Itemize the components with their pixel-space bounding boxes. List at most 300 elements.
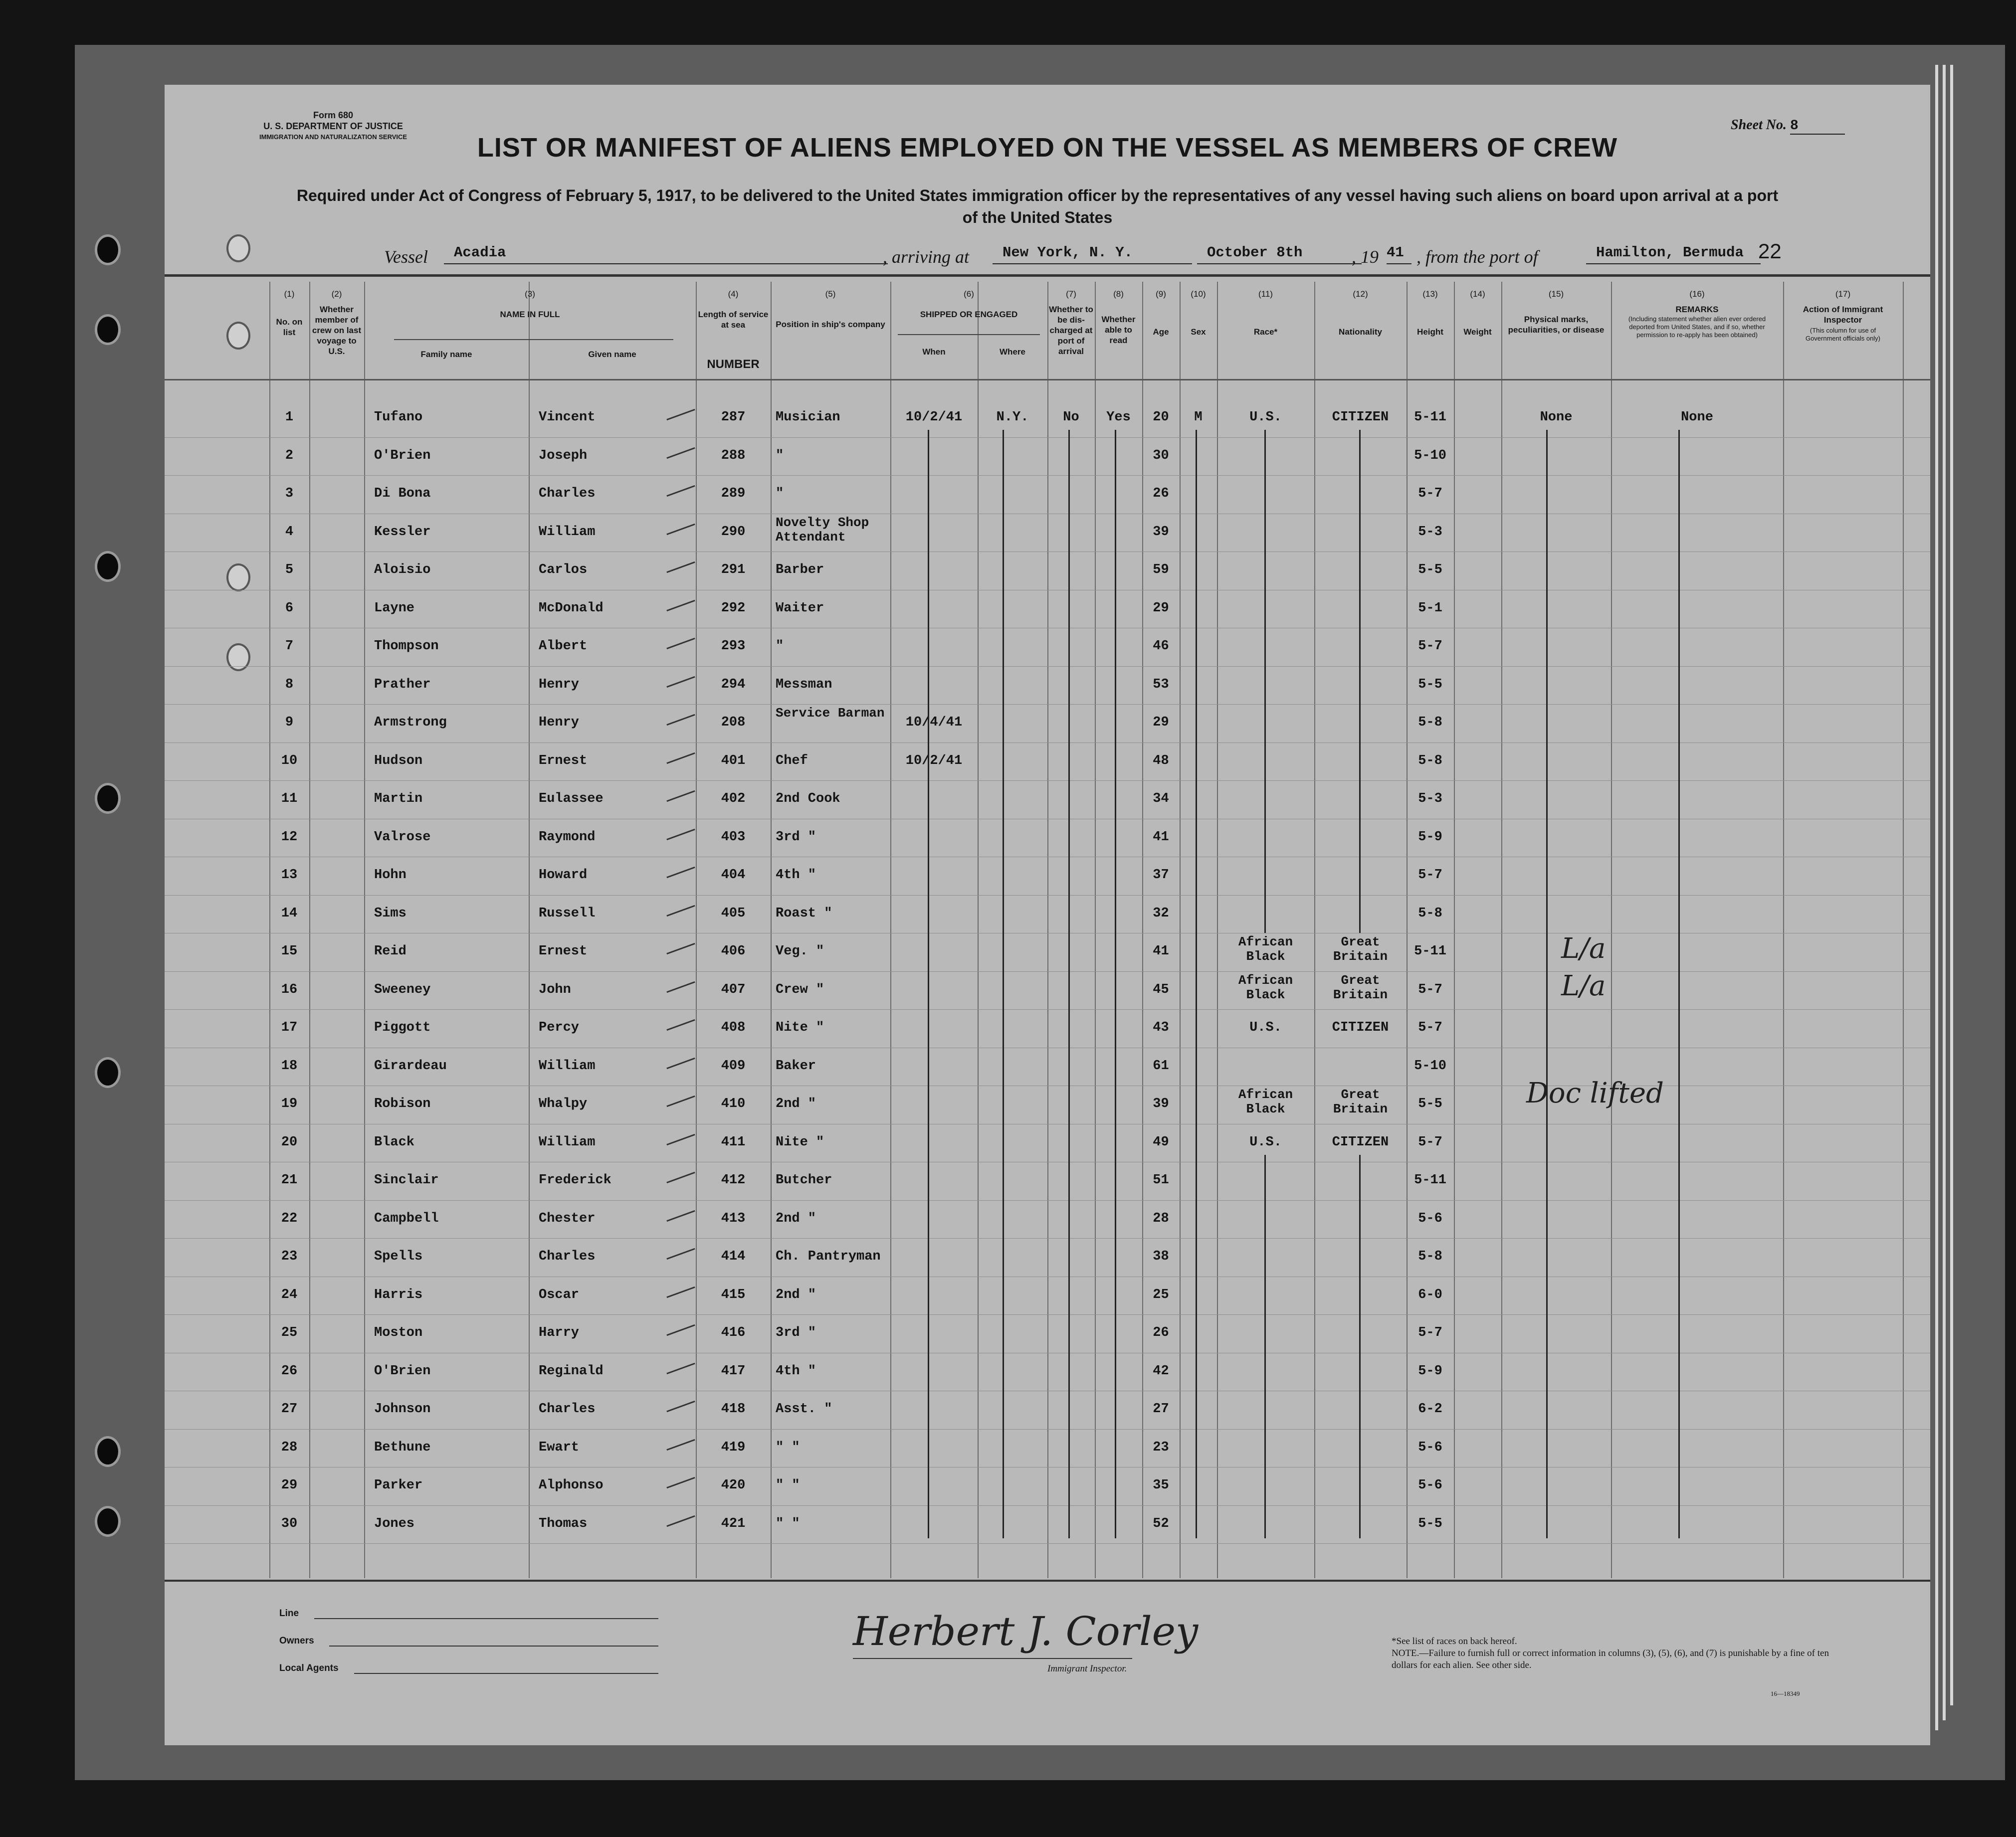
cell-position: Musician [776, 410, 840, 425]
header-sex: Sex [1191, 327, 1206, 337]
cell-given: Ernest [539, 944, 588, 959]
cell-position: Baker [776, 1058, 816, 1074]
ditto-line [1115, 430, 1116, 1538]
column-rule [529, 282, 530, 1578]
cell-nationality: CITIZEN [1332, 410, 1389, 425]
form-number: Form 680 [313, 110, 354, 120]
cell-no: 28 [281, 1440, 298, 1455]
cell-number: 419 [721, 1440, 746, 1455]
cell-position: Crew " [776, 982, 824, 997]
row-rule [165, 1543, 1930, 1544]
signature-line [853, 1658, 1132, 1659]
cell-given: Charles [539, 1402, 596, 1417]
cell-given: Vincent [539, 410, 596, 425]
cell-family: Kessler [374, 524, 431, 540]
cell-nationality: CITIZEN [1332, 1020, 1389, 1035]
column-number: (9) [1156, 289, 1166, 299]
cell-number: 208 [721, 715, 746, 730]
cell-family: Harris [374, 1287, 423, 1302]
cell-given: Charles [539, 1249, 596, 1264]
column-rule [1903, 282, 1904, 1578]
header-able-to-read: Whether able to read [1101, 315, 1136, 345]
cell-race: U.S. [1249, 410, 1282, 425]
column-number: (4) [728, 289, 739, 299]
cell-height: 5-6 [1418, 1211, 1442, 1226]
cell-given: Henry [539, 677, 580, 692]
cell-position: " [776, 486, 784, 501]
cell-given: McDonald [539, 600, 604, 616]
header-given-name: Given name [588, 350, 636, 359]
header-physical-marks: Physical marks, peculiarities, or disease [1508, 315, 1605, 335]
cell-height: 5-5 [1418, 677, 1442, 692]
ditto-line [1359, 430, 1361, 933]
cell-position: 3rd " [776, 829, 816, 845]
cell-no: 4 [285, 524, 294, 540]
cell-height: 5-7 [1418, 868, 1442, 883]
punch-hole [226, 643, 250, 671]
header-action: Action of Immigrant Inspector [1803, 305, 1883, 325]
cell-position: Roast " [776, 906, 832, 921]
binder-hole [95, 1506, 121, 1537]
cell-when: 10/2/41 [905, 753, 963, 768]
race-note: *See list of races on back hereof. [1392, 1636, 1517, 1647]
cell-height: 5-10 [1414, 1058, 1446, 1074]
cell-height: 5-7 [1418, 1325, 1442, 1340]
cell-family: Campbell [374, 1211, 439, 1226]
cell-number: 287 [721, 410, 746, 425]
cell-age: 51 [1153, 1173, 1169, 1188]
ditto-line [1678, 430, 1680, 1538]
cell-number: 405 [721, 906, 746, 921]
cell-number: 415 [721, 1287, 746, 1302]
header-action-note: (This column for use of Government officials only) [1805, 327, 1881, 342]
cell-height: 5-6 [1418, 1440, 1442, 1455]
cell-number: 407 [721, 982, 746, 997]
cell-number: 417 [721, 1363, 746, 1379]
cell-position: Nite " [776, 1020, 824, 1035]
cell-nationality: CITIZEN [1332, 1134, 1389, 1150]
cell-family: Sims [374, 906, 406, 921]
header-when: When [922, 347, 946, 357]
cell-height: 5-3 [1418, 524, 1442, 540]
cell-age: 59 [1153, 562, 1169, 577]
ditto-line [1003, 430, 1004, 1538]
header-last-voyage: Whether member of crew on last voyage to U.S. [312, 305, 362, 356]
cell-number: 293 [721, 639, 746, 654]
cell-number: 294 [721, 677, 746, 692]
owners-field [329, 1646, 658, 1647]
column-number: (15) [1548, 289, 1564, 299]
cell-age: 23 [1153, 1440, 1169, 1455]
cell-position: " " [776, 1440, 800, 1455]
arrival-date: October 8th [1197, 244, 1362, 264]
cell-no: 2 [285, 448, 294, 463]
column-rule [890, 282, 891, 1578]
row-rule [165, 895, 1930, 896]
cell-height: 5-11 [1414, 1173, 1446, 1188]
cell-family: Thompson [374, 639, 439, 654]
cell-no: 24 [281, 1287, 298, 1302]
cell-family: Piggott [374, 1020, 431, 1035]
cell-position: Service Barman [776, 706, 885, 721]
cell-height: 5-9 [1418, 829, 1442, 845]
cell-age: 34 [1153, 791, 1169, 806]
cell-race: African Black [1238, 934, 1293, 964]
cell-family: Johnson [374, 1402, 431, 1417]
cell-age: 28 [1153, 1211, 1169, 1226]
cell-height: 5-7 [1418, 486, 1442, 501]
cell-age: 41 [1153, 944, 1169, 959]
cell-age: 39 [1153, 1097, 1169, 1111]
cell-height: 5-1 [1418, 600, 1442, 616]
year-prefix: , 19 [1352, 247, 1379, 267]
cell-age: 29 [1153, 600, 1169, 616]
agents-field [354, 1673, 658, 1674]
cell-height: 6-0 [1418, 1287, 1442, 1302]
punch-hole [226, 322, 250, 350]
cell-no: 10 [281, 753, 298, 768]
column-rule [771, 282, 772, 1578]
cell-family: Girardeau [374, 1058, 447, 1074]
cell-no: 26 [281, 1363, 298, 1379]
cell-family: Spells [374, 1249, 423, 1264]
cell-height: 5-11 [1414, 410, 1446, 425]
column-number: (17) [1835, 289, 1851, 299]
column-number: (1) [284, 289, 295, 299]
header-discharged: Whether to be dis-charged at port of arrival [1049, 305, 1093, 356]
column-rule [1407, 282, 1408, 1578]
column-rule [1611, 282, 1612, 1578]
cell-height: 5-5 [1418, 562, 1442, 577]
ditto-line [1264, 1155, 1266, 1539]
cell-position: Ch. Pantryman [776, 1249, 881, 1264]
cell-family: Hohn [374, 868, 406, 883]
cell-age: 27 [1153, 1402, 1169, 1417]
column-rule [1047, 282, 1048, 1578]
cell-height: 6-2 [1418, 1402, 1442, 1417]
cell-age: 30 [1153, 448, 1169, 463]
cell-race: U.S. [1249, 1134, 1282, 1150]
cell-number: 289 [721, 486, 746, 501]
cell-given: Raymond [539, 829, 596, 845]
cell-age: 32 [1153, 906, 1169, 921]
header-age: Age [1153, 327, 1169, 337]
vessel-name: Acadia [444, 244, 888, 264]
cell-age: 37 [1153, 868, 1169, 883]
cell-no: 14 [281, 906, 298, 921]
owners-label: Owners [279, 1636, 314, 1646]
header-race: Race* [1253, 327, 1278, 337]
arriving-label: , arriving at [883, 247, 970, 267]
cell-position: 3rd " [776, 1325, 816, 1340]
cell-no: 27 [281, 1402, 298, 1417]
voyage-line [165, 239, 1930, 269]
cell-height: 5-5 [1418, 1097, 1442, 1111]
cell-no: 29 [281, 1478, 298, 1493]
cell-age: 48 [1153, 753, 1169, 768]
department-name: U. S. DEPARTMENT OF JUSTICE [263, 121, 403, 131]
ditto-line [1546, 430, 1548, 1538]
row-rule [165, 1314, 1930, 1315]
row-rule [165, 1467, 1930, 1468]
header-nationality: Nationality [1339, 327, 1382, 337]
page-number: 22 [1758, 239, 1782, 263]
header-position: Position in ship's company [776, 320, 885, 329]
cell-number: 409 [721, 1058, 746, 1074]
cell-given: Chester [539, 1211, 596, 1226]
row-rule [165, 1505, 1930, 1506]
cell-family: Hudson [374, 753, 423, 768]
footer-rule [165, 1580, 1930, 1582]
header-family-name: Family name [420, 350, 472, 359]
cell-age: 52 [1153, 1516, 1169, 1531]
cell-height: 5-8 [1418, 753, 1442, 768]
cell-position: 2nd " [776, 1097, 816, 1111]
cell-family: Bethune [374, 1440, 431, 1455]
cell-no: 23 [281, 1249, 298, 1264]
header-rule [165, 274, 1930, 277]
cell-family: Parker [374, 1478, 423, 1493]
column-number: (3) [525, 289, 535, 299]
print-code: 16—18349 [1771, 1690, 1800, 1697]
cell-given: Ernest [539, 753, 588, 768]
cell-number: 404 [721, 868, 746, 883]
row-rule [165, 742, 1930, 743]
cell-family: Layne [374, 600, 415, 616]
column-number: (11) [1258, 289, 1273, 299]
cell-no: 8 [285, 677, 294, 692]
header-number: NUMBER [707, 358, 760, 371]
cell-no: 6 [285, 600, 294, 616]
column-number: (16) [1689, 289, 1705, 299]
cell-given: Alphonso [539, 1478, 604, 1493]
column-rule [1783, 282, 1784, 1578]
header-where: Where [1000, 347, 1025, 357]
cell-physical: None [1540, 410, 1573, 425]
cell-no: 3 [285, 486, 294, 501]
cell-age: 45 [1153, 982, 1169, 997]
cell-no: 15 [281, 944, 298, 959]
column-number: (12) [1353, 289, 1368, 299]
cell-number: 416 [721, 1325, 746, 1340]
cell-given: Joseph [539, 448, 588, 463]
paper-edge [1935, 65, 1938, 1730]
cell-age: 41 [1153, 829, 1169, 845]
cell-given: Whalpy [539, 1097, 588, 1111]
handwritten-annotation: Doc lifted [1526, 1077, 1664, 1109]
cell-given: Thomas [539, 1516, 588, 1531]
cell-position: 2nd Cook [776, 791, 840, 806]
cell-remarks: None [1681, 410, 1713, 425]
cell-no: 1 [285, 410, 294, 425]
cell-height: 5-8 [1418, 906, 1442, 921]
cell-no: 11 [281, 791, 298, 806]
cell-given: William [539, 524, 596, 540]
header-no-on-list: No. on list [276, 317, 303, 337]
cell-given: Henry [539, 715, 580, 730]
column-rule [1180, 282, 1181, 1578]
arrival-port: New York, N. Y. [993, 244, 1192, 264]
cell-no: 20 [281, 1134, 298, 1150]
cell-height: 5-7 [1418, 982, 1442, 997]
cell-height: 5-5 [1418, 1516, 1442, 1531]
cell-given: John [539, 982, 571, 997]
cell-position: Asst. " [776, 1402, 832, 1417]
header-shipped-engaged: SHIPPED OR ENGAGED [920, 310, 1018, 319]
cell-no: 18 [281, 1058, 298, 1074]
cell-given: Harry [539, 1325, 580, 1340]
column-rule [1454, 282, 1455, 1578]
header-remarks: REMARKS [1675, 305, 1719, 314]
cell-given: Howard [539, 868, 588, 883]
cell-age: 26 [1153, 1325, 1169, 1340]
cell-position: Novelty Shop Attendant [776, 515, 869, 545]
cell-height: 5-6 [1418, 1478, 1442, 1493]
cell-position: Nite " [776, 1134, 824, 1150]
cell-position: Messman [776, 677, 832, 692]
agents-label: Local Agents [279, 1663, 339, 1673]
cell-age: 43 [1153, 1020, 1169, 1035]
cell-family: O'Brien [374, 448, 431, 463]
column-number: (2) [331, 289, 342, 299]
page-subtitle: Required under Act of Congress of February 5, 1917, to be delivered to the United States immigration officer by the representatives of any vessel having such aliens on board upon arrival at a port of the United States [296, 186, 1779, 226]
column-number: (8) [1113, 289, 1124, 299]
cell-number: 401 [721, 753, 746, 768]
cell-position: Chef [776, 753, 808, 768]
ditto-line [1196, 430, 1197, 1538]
header-weight: Weight [1463, 327, 1492, 337]
binder-hole [95, 1436, 121, 1467]
cell-no: 30 [281, 1516, 298, 1531]
cell-number: 288 [721, 448, 746, 463]
column-rule [978, 282, 979, 1578]
cell-number: 292 [721, 600, 746, 616]
cell-height: 5-3 [1418, 791, 1442, 806]
cell-number: 402 [721, 791, 746, 806]
ditto-line [1359, 1155, 1361, 1539]
binder-hole [95, 314, 121, 345]
cell-number: 290 [721, 524, 746, 540]
cell-position: 4th " [776, 1363, 816, 1379]
cell-number: 291 [721, 562, 746, 577]
cell-number: 418 [721, 1402, 746, 1417]
handwritten-annotation: L/a [1561, 932, 1606, 965]
cell-age: 42 [1153, 1363, 1169, 1379]
cell-number: 412 [721, 1173, 746, 1188]
cell-given: Ewart [539, 1440, 580, 1455]
cell-position: " " [776, 1516, 800, 1531]
cell-no: 25 [281, 1325, 298, 1340]
cell-height: 5-10 [1414, 448, 1446, 463]
cell-given: Carlos [539, 562, 588, 577]
ditto-line [1068, 430, 1070, 1538]
cell-given: Frederick [539, 1173, 611, 1188]
line-label: Line [279, 1608, 299, 1619]
manifest-page [165, 85, 1930, 1745]
cell-given: Eulassee [539, 791, 604, 806]
cell-no: 17 [281, 1020, 298, 1035]
cell-given: Percy [539, 1020, 580, 1035]
cell-given: Reginald [539, 1363, 604, 1379]
cell-height: 5-7 [1418, 639, 1442, 654]
inspector-label: Immigrant Inspector. [1047, 1663, 1127, 1674]
cell-no: 13 [281, 868, 298, 883]
column-number: (10) [1191, 289, 1206, 299]
cell-read: Yes [1106, 410, 1131, 425]
cell-position: " [776, 448, 784, 463]
cell-position: Barber [776, 562, 824, 577]
name-group-rule [394, 339, 673, 340]
column-rule [1142, 282, 1143, 1578]
cell-age: 38 [1153, 1249, 1169, 1264]
cell-age: 61 [1153, 1058, 1169, 1074]
header-length-of-service: Length of service at sea [698, 310, 769, 330]
paper-edge [1950, 65, 1953, 1705]
punch-hole [226, 563, 250, 591]
cell-race: African Black [1238, 1087, 1293, 1116]
cell-family: Prather [374, 677, 431, 692]
failure-note: NOTE.—Failure to furnish full or correct information in columns (3), (5), (6), and (7) is punishable by a fine of ten dollars for each alien. See other side. [1392, 1648, 1829, 1670]
cell-given: Charles [539, 486, 596, 501]
service-name: IMMIGRATION AND NATURALIZATION SERVICE [259, 133, 407, 141]
cell-height: 5-8 [1418, 1249, 1442, 1264]
row-rule [165, 1200, 1930, 1201]
column-number: (14) [1470, 289, 1485, 299]
page-title: LIST OR MANIFEST OF ALIENS EMPLOYED ON THE VESSEL AS MEMBERS OF CREW [477, 133, 1618, 163]
cell-number: 410 [721, 1097, 746, 1111]
cell-number: 420 [721, 1478, 746, 1493]
binder-hole [95, 551, 121, 582]
column-rule [1501, 282, 1502, 1578]
row-rule [165, 1238, 1930, 1239]
departure-port: Hamilton, Bermuda [1586, 244, 1761, 264]
cell-nationality: Great Britain [1333, 934, 1388, 964]
row-rule [165, 1009, 1930, 1010]
cell-age: 20 [1153, 410, 1169, 425]
cell-given: Russell [539, 906, 596, 921]
cell-no: 12 [281, 829, 298, 845]
cell-when: 10/2/41 [905, 410, 963, 425]
column-rule [309, 282, 310, 1578]
column-rule [696, 282, 697, 1578]
from-label: , from the port of [1416, 247, 1538, 267]
cell-nationality: Great Britain [1333, 1087, 1388, 1116]
vessel-label: Vessel [384, 247, 428, 267]
cell-race: African Black [1238, 972, 1293, 1002]
cell-number: 403 [721, 829, 746, 845]
cell-position: Waiter [776, 600, 824, 616]
cell-age: 46 [1153, 639, 1169, 654]
cell-family: Sinclair [374, 1173, 439, 1188]
cell-age: 49 [1153, 1134, 1169, 1150]
cell-family: Robison [374, 1097, 431, 1111]
cell-given: William [539, 1134, 596, 1150]
cell-no: 16 [281, 982, 298, 997]
cell-family: Black [374, 1134, 415, 1150]
handwritten-annotation: L/a [1561, 970, 1606, 1002]
cell-no: 5 [285, 562, 294, 577]
cell-height: 5-11 [1414, 944, 1446, 959]
cell-no: 21 [281, 1173, 298, 1188]
cell-height: 5-7 [1418, 1020, 1442, 1035]
cell-position: Butcher [776, 1173, 832, 1188]
binder-hole [95, 783, 121, 814]
column-rule [1095, 282, 1096, 1578]
cell-no: 7 [285, 639, 294, 654]
sheet-value: 8 [1790, 118, 1845, 135]
cell-height: 5-8 [1418, 715, 1442, 730]
cell-number: 411 [721, 1134, 746, 1150]
